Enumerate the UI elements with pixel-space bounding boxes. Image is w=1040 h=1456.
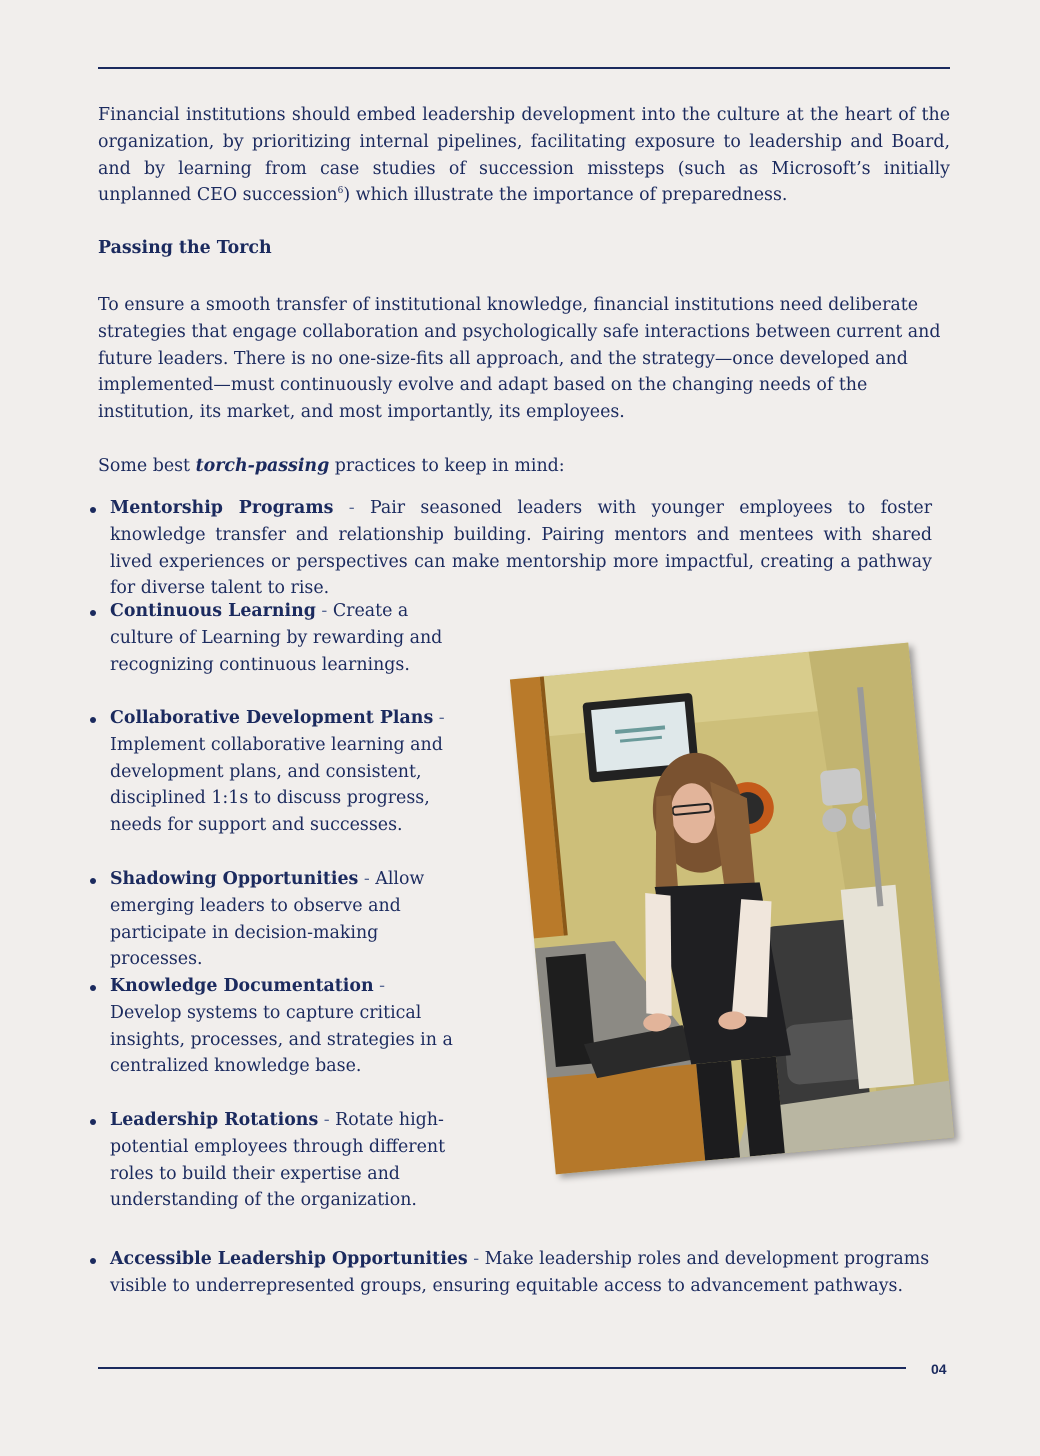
optometry-office-photo xyxy=(510,643,954,1175)
top-rule xyxy=(98,67,950,69)
bullet-text: Create a culture of Learning by rewarding and recognizing continuous learnings. xyxy=(110,601,443,675)
bullet-title: Accessible Leadership Opportunities xyxy=(110,1249,468,1269)
intro-text: Financial institutions should embed leadership development into the culture at the heart of the organization, by prioritizing internal pipelines, facilitating exposure to leadership and Board, and by learning from case studies of succession missteps (such as Microsoft’s initially unplanned CEO succession xyxy=(98,105,950,206)
bullet-title: Mentorship Programs xyxy=(110,498,334,518)
intro-text-end: ) which illustrate the importance of preparedness. xyxy=(343,185,788,206)
page-number: 04 xyxy=(931,1361,947,1377)
bullet-text: Allow emerging leaders to observe and participate in decision-making processes. xyxy=(110,869,425,970)
bullet-icon xyxy=(90,610,96,616)
list-item: Shadowing Opportunities - Allow emerging leaders to observe and participate in decision-making processes. xyxy=(90,866,462,973)
bullet-icon xyxy=(90,1258,96,1264)
section-heading: Passing the Torch xyxy=(98,238,272,258)
bullet-icon xyxy=(90,878,96,884)
bullet-text: Implement collaborative learning and development plans, and consistent, disciplined 1:1s to discuss progress, needs for support and successes. xyxy=(110,734,443,836)
bullet-text: Make leadership roles and development programs visible to underrepresented groups, ensuring equitable access to advancement pathways. xyxy=(110,1249,930,1296)
bullet-title: Continuous Learning xyxy=(110,601,316,621)
bullet-title: Shadowing Opportunities xyxy=(110,869,359,889)
list-item: Knowledge Documentation - Develop systems to capture critical insights, processes, and strategies in a centralized knowledge base. xyxy=(90,973,462,1080)
bullet-title: Knowledge Documentation xyxy=(110,976,374,996)
bullet-icon xyxy=(90,985,96,991)
footnote-marker[interactable]: 6 xyxy=(337,186,344,197)
body-paragraph: To ensure a smooth transfer of institutional knowledge, financial institutions need deliberate strategies that engage collaboration and psychologically safe interactions between current and future leaders. There is no one-size-fits all approach, and the strategy—once developed and implemented—must continuously evolve and adapt based on the changing needs of the institution, its market, and most importantly, its employees. xyxy=(98,295,941,423)
list-item: Leadership Rotations - Rotate high-potential employees through different roles to build their expertise and understanding of the organization. xyxy=(90,1107,462,1214)
list-item: Continuous Learning - Create a culture of Learning by rewarding and recognizing continuous learnings. xyxy=(90,598,462,678)
bullet-icon xyxy=(90,507,96,513)
bullet-text: Develop systems to capture critical insights, processes, and strategies in a centralized knowledge base. xyxy=(110,1002,453,1077)
bullet-title: Collaborative Development Plans xyxy=(110,708,434,728)
bullet-text: Rotate high-potential employees through different roles to build their expertise and understanding of the organization. xyxy=(110,1110,446,1211)
bottom-rule xyxy=(98,1367,906,1369)
bullet-icon xyxy=(90,717,96,723)
bullet-icon xyxy=(90,1119,96,1125)
emphasis-text: torch-passing xyxy=(195,456,330,476)
bullet-title: Leadership Rotations xyxy=(110,1110,319,1130)
list-item: Accessible Leadership Opportunities - Make leadership roles and development programs visible to underrepresented groups, ensuring equitable access to advancement pathways. xyxy=(90,1246,932,1300)
intro-paragraph xyxy=(98,102,950,209)
list-item: Collaborative Development Plans - Implement collaborative learning and development plans, and consistent, disciplined 1:1s to discuss progress, needs for support and successes. xyxy=(90,705,462,839)
list-item: Mentorship Programs - Pair seasoned leaders with younger employees to foster knowledge transfer and relationship building. Pairing mentors and mentees with shared lived experiences or perspectives can make mentorship more impactful, creating a pathway for diverse talent to rise. xyxy=(90,495,932,602)
practices-intro: Some best torch-passing practices to keep in mind: xyxy=(98,456,565,476)
bullet-text: Pair seasoned leaders with younger employees to foster knowledge transfer and relationship building. Pairing mentors and mentees with shared lived experiences or perspectives can make mentorship more impactful, creating a pathway for diverse talent to rise. xyxy=(110,498,933,599)
